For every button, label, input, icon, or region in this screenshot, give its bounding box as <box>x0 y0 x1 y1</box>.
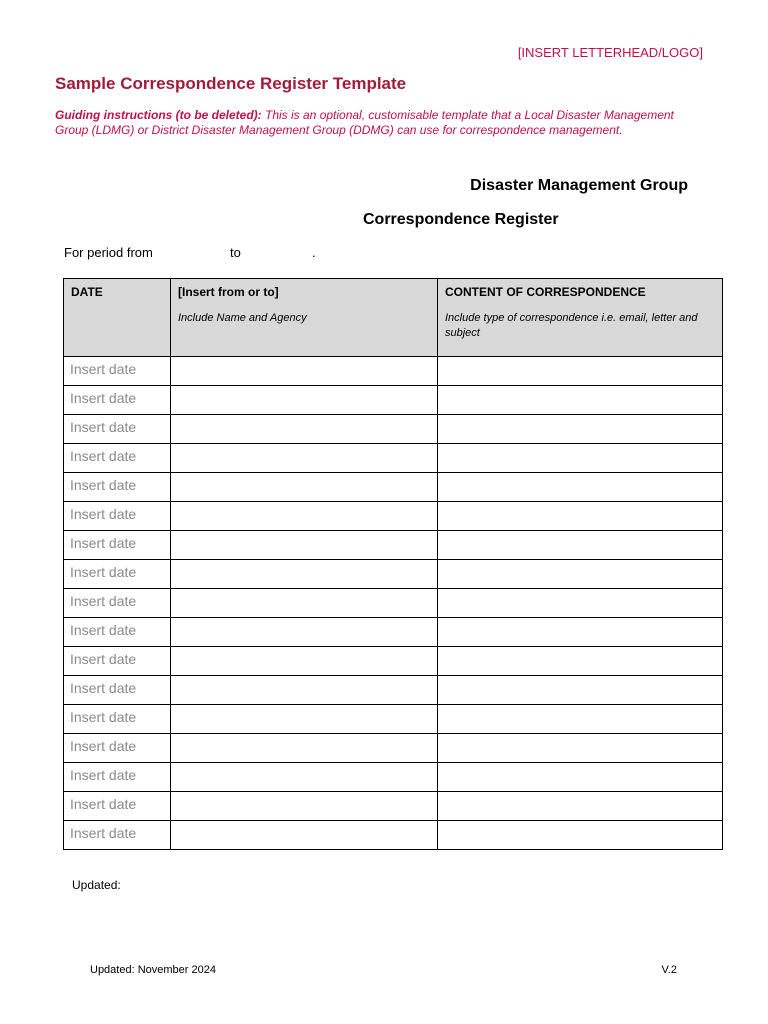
period-end: . <box>312 245 316 260</box>
date-cell[interactable]: Insert date <box>64 618 171 647</box>
content-cell[interactable] <box>438 618 723 647</box>
content-cell[interactable] <box>438 444 723 473</box>
guiding-instructions-label: Guiding instructions (to be deleted): <box>55 108 262 122</box>
table-header-row <box>64 279 723 357</box>
correspondence-register-table <box>63 278 723 850</box>
from-to-cell[interactable] <box>171 618 438 647</box>
group-title: Disaster Management Group <box>470 177 688 194</box>
header-content-sub: Include type of correspondence i.e. email, letter and subject <box>445 312 698 339</box>
from-to-cell[interactable] <box>171 734 438 763</box>
header-content-title: CONTENT OF CORRESPONDENCE <box>445 285 646 299</box>
from-to-cell[interactable] <box>171 589 438 618</box>
register-title: Correspondence Register <box>363 211 559 228</box>
header-content <box>438 279 723 357</box>
table-row <box>64 821 723 850</box>
date-cell[interactable]: Insert date <box>64 473 171 502</box>
content-cell[interactable] <box>438 821 723 850</box>
from-to-cell[interactable] <box>171 676 438 705</box>
content-cell[interactable] <box>438 589 723 618</box>
header-from-to-sub: Include Name and Agency <box>178 312 307 324</box>
header-from-to <box>171 279 438 357</box>
date-cell[interactable]: Insert date <box>64 444 171 473</box>
table-row <box>64 763 723 792</box>
from-to-cell[interactable] <box>171 531 438 560</box>
from-to-cell[interactable] <box>171 444 438 473</box>
document-title: Sample Correspondence Register Template <box>55 74 407 93</box>
date-cell[interactable]: Insert date <box>64 560 171 589</box>
content-cell[interactable] <box>438 473 723 502</box>
table-row <box>64 502 723 531</box>
content-cell[interactable] <box>438 531 723 560</box>
table-row <box>64 647 723 676</box>
table-row <box>64 618 723 647</box>
table-row <box>64 473 723 502</box>
from-to-cell[interactable] <box>171 386 438 415</box>
date-cell[interactable]: Insert date <box>64 531 171 560</box>
table-row <box>64 531 723 560</box>
table-row <box>64 734 723 763</box>
content-cell[interactable] <box>438 357 723 386</box>
from-to-cell[interactable] <box>171 357 438 386</box>
from-to-cell[interactable] <box>171 560 438 589</box>
date-cell[interactable]: Insert date <box>64 763 171 792</box>
guiding-instructions <box>55 108 695 137</box>
content-cell[interactable] <box>438 676 723 705</box>
content-cell[interactable] <box>438 792 723 821</box>
date-cell[interactable]: Insert date <box>64 386 171 415</box>
from-to-cell[interactable] <box>171 792 438 821</box>
header-from-to-title: [Insert from or to] <box>178 285 279 299</box>
date-cell[interactable]: Insert date <box>64 589 171 618</box>
updated-label: Updated: <box>72 878 121 892</box>
table-body <box>64 357 723 850</box>
content-cell[interactable] <box>438 386 723 415</box>
content-cell[interactable] <box>438 560 723 589</box>
date-cell[interactable]: Insert date <box>64 415 171 444</box>
date-cell[interactable]: Insert date <box>64 792 171 821</box>
date-cell[interactable]: Insert date <box>64 705 171 734</box>
content-cell[interactable] <box>438 705 723 734</box>
letterhead-placeholder: [INSERT LETTERHEAD/LOGO] <box>517 45 703 60</box>
date-cell[interactable]: Insert date <box>64 676 171 705</box>
table-row <box>64 357 723 386</box>
content-cell[interactable] <box>438 502 723 531</box>
footer-version: V.2 <box>661 964 677 976</box>
footer-updated: Updated: November 2024 <box>90 964 216 976</box>
date-cell[interactable]: Insert date <box>64 821 171 850</box>
period-from-label: For period from <box>64 245 153 260</box>
table-row <box>64 589 723 618</box>
from-to-cell[interactable] <box>171 502 438 531</box>
period-to-label: to <box>230 245 241 260</box>
date-cell[interactable]: Insert date <box>64 357 171 386</box>
header-date-title: DATE <box>71 285 103 299</box>
content-cell[interactable] <box>438 415 723 444</box>
date-cell[interactable]: Insert date <box>64 502 171 531</box>
table-row <box>64 415 723 444</box>
guiding-instructions-text: This is an optional, customisable template that a Local Disaster Management Group (LDMG) or District Disaster Management Group (DDMG) can use for correspondence management. <box>55 108 674 137</box>
table-row <box>64 444 723 473</box>
date-cell[interactable]: Insert date <box>64 647 171 676</box>
from-to-cell[interactable] <box>171 647 438 676</box>
content-cell[interactable] <box>438 763 723 792</box>
table-row <box>64 386 723 415</box>
content-cell[interactable] <box>438 647 723 676</box>
from-to-cell[interactable] <box>171 821 438 850</box>
table-row <box>64 560 723 589</box>
table-row <box>64 792 723 821</box>
from-to-cell[interactable] <box>171 763 438 792</box>
from-to-cell[interactable] <box>171 473 438 502</box>
header-date <box>64 279 171 357</box>
content-cell[interactable] <box>438 734 723 763</box>
table-row <box>64 705 723 734</box>
table-row <box>64 676 723 705</box>
from-to-cell[interactable] <box>171 705 438 734</box>
from-to-cell[interactable] <box>171 415 438 444</box>
date-cell[interactable]: Insert date <box>64 734 171 763</box>
